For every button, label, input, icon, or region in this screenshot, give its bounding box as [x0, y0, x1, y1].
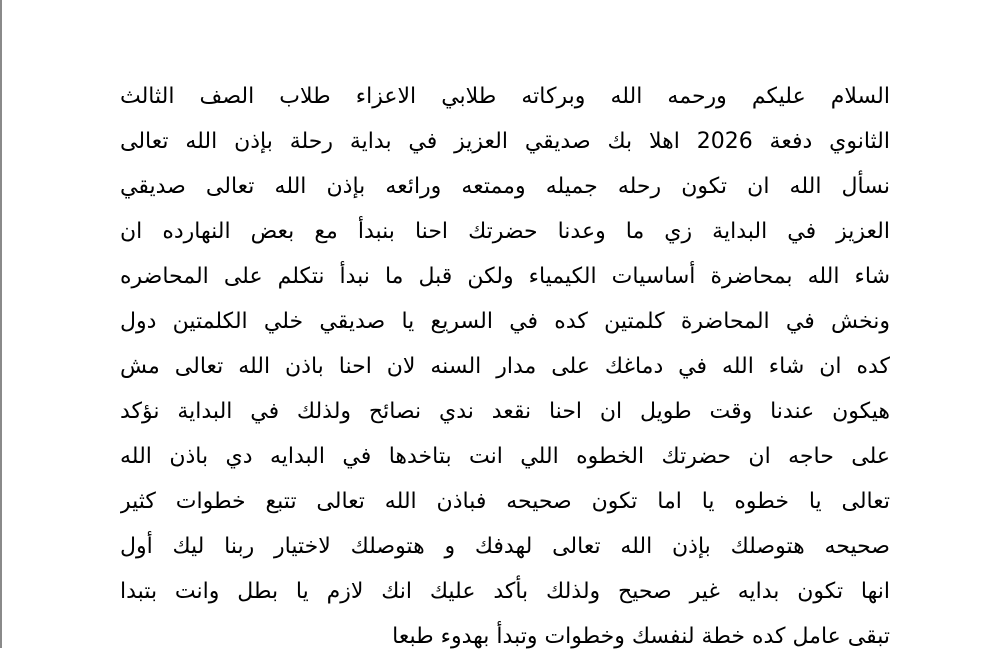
text-line: كده ان شاء الله في دماغك على مدار السنه لان احنا باذن الله تعالى مش	[120, 354, 890, 379]
text-line: شاء الله بمحاضرة أساسيات الكيمياء ولكن قبل ما نبدأ نتكلم على المحاضره	[120, 264, 890, 289]
text-line: صحيحه هتوصلك بإذن الله تعالى لهدفك و هتوصلك لاختيار ربنا ليك أول	[120, 534, 890, 559]
text-line: تعالى يا خطوه يا اما تكون صحيحه فباذن الله تعالى تتبع خطوات كثير	[120, 489, 890, 514]
text-line: الثانوي دفعة 2026 اهلا بك صديقي العزيز في بداية رحلة بإذن الله تعالى	[120, 129, 890, 154]
document-page	[2, 0, 1000, 648]
text-line: نسأل الله ان تكون رحله جميله وممتعه ورائعه بإذن الله تعالى صديقي	[120, 174, 890, 199]
text-line: انها تكون بدايه غير صحيح ولذلك بأكد عليك انك لازم يا بطل وانت بتبدا	[120, 579, 890, 604]
text-line: العزيز في البداية زي ما وعدنا حضرتك احنا بنبدأ مع بعض النهارده ان	[120, 219, 890, 244]
document-body-text	[120, 74, 890, 659]
text-line: تبقى عامل كده خطة لنفسك وخطوات وتبدأ بهدوء طبعا	[392, 624, 890, 649]
text-line: على حاجه ان حضرتك الخطوه اللي انت بتاخدها في البدايه دي باذن الله	[120, 444, 890, 469]
text-line: هيكون عندنا وقت طويل ان احنا نقعد ندي نصائح ولذلك في البداية نؤكد	[120, 399, 890, 424]
text-line: ونخش في المحاضرة كلمتين كده في السريع يا صديقي خلي الكلمتين دول	[120, 309, 890, 334]
text-line: السلام عليكم ورحمه الله وبركاته طلابي الاعزاء طلاب الصف الثالث	[120, 84, 890, 109]
